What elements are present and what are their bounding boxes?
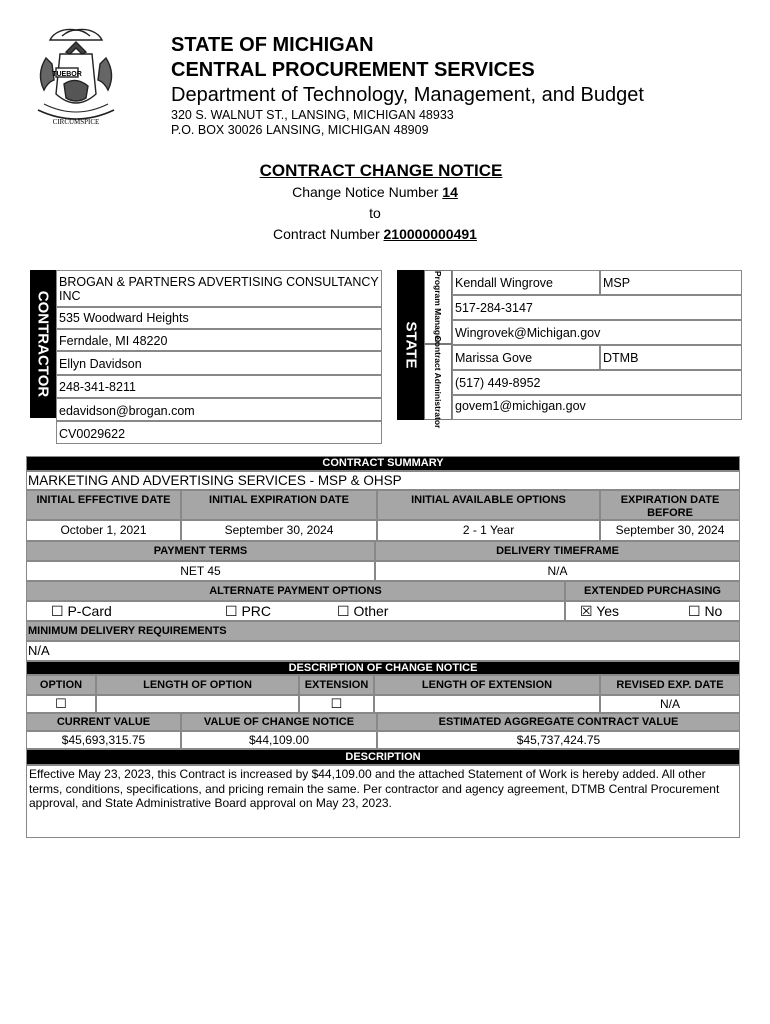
extension-label: EXTENSION	[299, 675, 374, 695]
description-text: Effective May 23, 2023, this Contract is increased by $44,109.00 and the attached Statement of Work is hereby added. All other terms, conditions, specifications, and pricing remain the same. Per contractor and agency agreement, DTMB Central Procurement approval, and State Administrative Board approval on May 23, 2023.	[26, 765, 740, 838]
contract-administrator-label: Contract Administrator	[424, 344, 452, 420]
ca-name: Marissa Gove	[452, 345, 600, 370]
option-checkbox[interactable]: ☐	[26, 695, 96, 713]
payment-terms-label: PAYMENT TERMS	[26, 541, 375, 561]
contractor-email: edavidson@brogan.com	[56, 398, 382, 421]
initial-effective-date-label: INITIAL EFFECTIVE DATE	[26, 490, 181, 520]
program-manager-label: Program Manager	[424, 270, 452, 344]
pm-phone: 517-284-3147	[452, 295, 742, 320]
svg-text:CIRCUMSPICE: CIRCUMSPICE	[52, 118, 100, 126]
extended-purchasing-options	[565, 601, 740, 621]
contract-number: 210000000491	[383, 226, 477, 242]
contractor-city: Ferndale, MI 48220	[56, 329, 382, 351]
other-checkbox[interactable]: ☐ Other	[337, 603, 389, 619]
initial-options: 2 - 1 Year	[377, 520, 600, 541]
contractor-vendor-id: CV0029622	[56, 421, 382, 444]
contract-number-row: Contract Number 210000000491	[273, 226, 477, 242]
current-value-label: CURRENT VALUE	[26, 713, 181, 731]
contractor-phone: 248-341-8211	[56, 375, 382, 398]
ca-phone: (517) 449-8952	[452, 370, 742, 395]
contractor-street: 535 Woodward Heights	[56, 307, 382, 329]
extended-purchasing-label: EXTENDED PURCHASING	[565, 581, 740, 601]
initial-expiration-date: September 30, 2024	[181, 520, 377, 541]
change-notice-heading: DESCRIPTION OF CHANGE NOTICE	[26, 661, 740, 675]
to-text: to	[369, 205, 381, 221]
agency-name: CENTRAL PROCUREMENT SERVICES	[171, 59, 535, 81]
change-value: $44,109.00	[181, 731, 377, 749]
pm-agency: MSP	[600, 270, 742, 295]
prc-checkbox[interactable]: ☐ PRC	[225, 603, 271, 619]
initial-expiration-date-label: INITIAL EXPIRATION DATE	[181, 490, 377, 520]
change-value-label: VALUE OF CHANGE NOTICE	[181, 713, 377, 731]
length-of-extension	[374, 695, 600, 713]
address-line-2: P.O. BOX 30026 LANSING, MICHIGAN 48909	[171, 123, 429, 137]
option-label: OPTION	[26, 675, 96, 695]
revised-exp-date-label: REVISED EXP. DATE	[600, 675, 740, 695]
aggregate-value: $45,737,424.75	[377, 731, 740, 749]
svg-text:TUEBOR: TUEBOR	[52, 71, 82, 78]
minimum-delivery-label: MINIMUM DELIVERY REQUIREMENTS	[26, 621, 740, 641]
department-name: Department of Technology, Management, and Budget	[171, 84, 644, 106]
state-name: STATE OF MICHIGAN	[171, 34, 374, 56]
pcard-checkbox[interactable]: ☐ P-Card	[51, 603, 112, 619]
change-notice-number-row: Change Notice Number 14	[292, 184, 458, 200]
alternate-payment-label: ALTERNATE PAYMENT OPTIONS	[26, 581, 565, 601]
delivery-timeframe-label: DELIVERY TIMEFRAME	[375, 541, 740, 561]
yes-checkbox[interactable]: ☒ Yes	[580, 603, 620, 619]
minimum-delivery: N/A	[26, 641, 740, 661]
no-checkbox[interactable]: ☐ No	[688, 603, 723, 619]
contract-summary-heading: CONTRACT SUMMARY	[26, 456, 740, 471]
michigan-state-seal	[26, 24, 126, 134]
initial-options-label: INITIAL AVAILABLE OPTIONS	[377, 490, 600, 520]
length-of-extension-label: LENGTH OF EXTENSION	[374, 675, 600, 695]
alternate-payment-options	[26, 601, 565, 621]
ca-email: govem1@michigan.gov	[452, 395, 742, 420]
notice-title: CONTRACT CHANGE NOTICE	[259, 161, 503, 180]
notice-heading	[0, 160, 770, 245]
payment-terms: NET 45	[26, 561, 375, 581]
aggregate-value-label: ESTIMATED AGGREGATE CONTRACT VALUE	[377, 713, 740, 731]
ca-agency: DTMB	[600, 345, 742, 370]
change-notice-number: 14	[442, 184, 458, 200]
length-of-option-label: LENGTH OF OPTION	[96, 675, 299, 695]
expiration-before-label: EXPIRATION DATE BEFORE	[600, 490, 740, 520]
contractor-contact: Ellyn Davidson	[56, 351, 382, 375]
contractor-name: BROGAN & PARTNERS ADVERTISING CONSULTANCY INC	[56, 270, 382, 307]
revised-exp-date: N/A	[600, 695, 740, 713]
letterhead	[171, 33, 731, 138]
address-line-1: 320 S. WALNUT ST., LANSING, MICHIGAN 48933	[171, 108, 454, 122]
contractor-bar: CONTRACTOR	[30, 270, 56, 418]
state-bar: STATE	[397, 270, 424, 420]
extension-checkbox[interactable]: ☐	[299, 695, 374, 713]
contract-description: MARKETING AND ADVERTISING SERVICES - MSP & OHSP	[26, 471, 740, 490]
current-value: $45,693,315.75	[26, 731, 181, 749]
length-of-option	[96, 695, 299, 713]
expiration-before: September 30, 2024	[600, 520, 740, 541]
pm-email: Wingrovek@Michigan.gov	[452, 320, 742, 345]
initial-effective-date: October 1, 2021	[26, 520, 181, 541]
description-heading: DESCRIPTION	[26, 749, 740, 765]
pm-name: Kendall Wingrove	[452, 270, 600, 295]
delivery-timeframe: N/A	[375, 561, 740, 581]
